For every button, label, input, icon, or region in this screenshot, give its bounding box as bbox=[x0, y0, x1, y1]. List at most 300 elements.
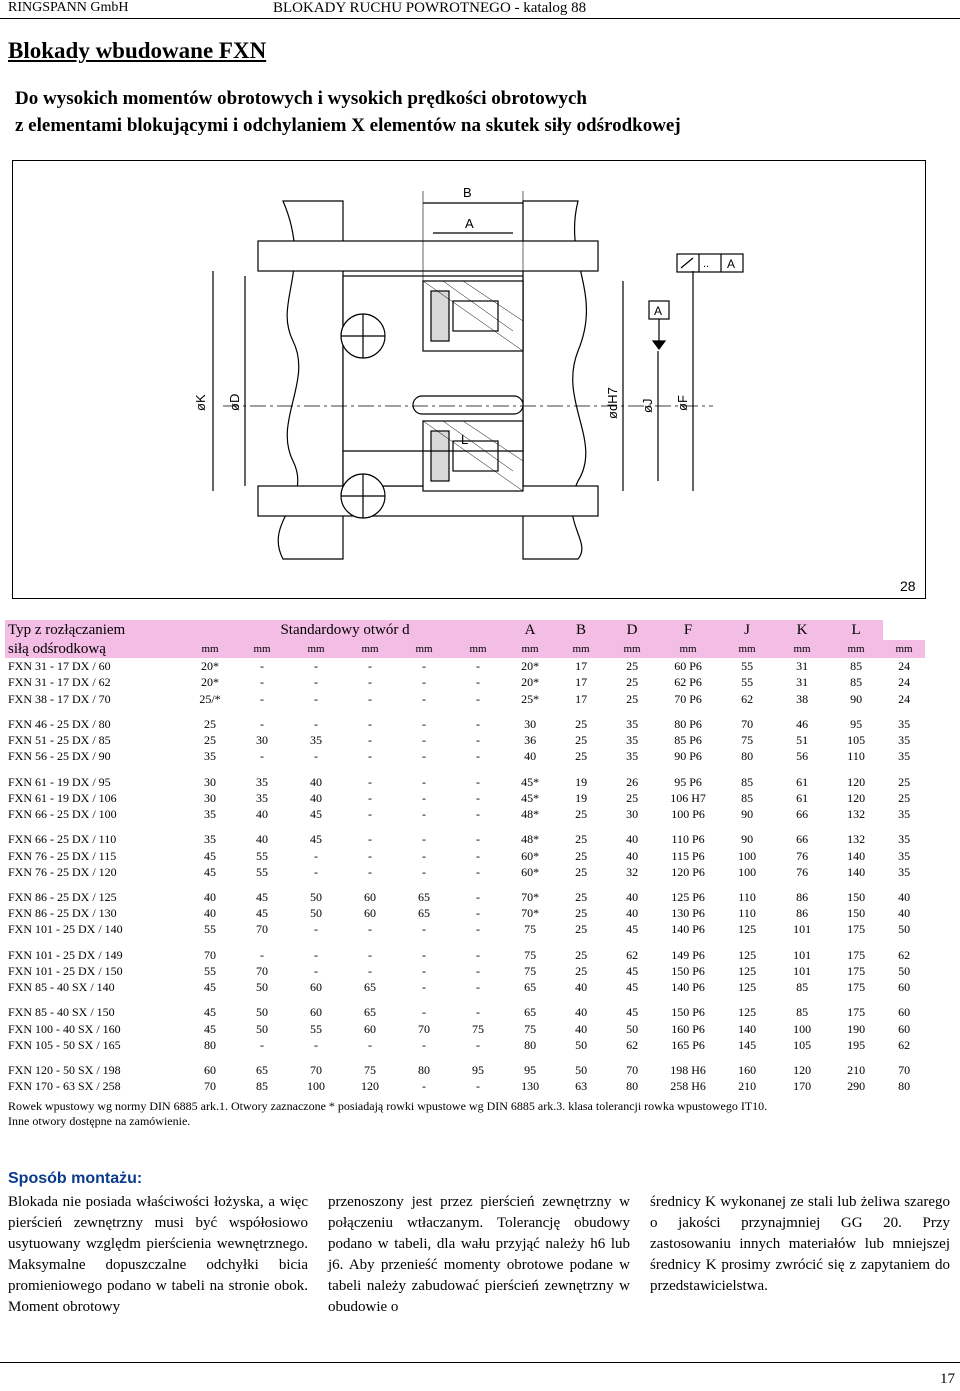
header-standard-bore: Standardowy otwór d bbox=[185, 620, 505, 640]
table-cell: 170 bbox=[793, 1079, 812, 1094]
table-cell: 25 bbox=[575, 749, 588, 764]
subtitle-line-1: Do wysokich momentów obrotowych i wysokich prędkości obrotowych bbox=[15, 88, 587, 109]
table-row bbox=[5, 658, 925, 674]
table-cell: 30 bbox=[524, 716, 537, 731]
table-cell: 35 bbox=[626, 733, 639, 748]
table-cell: 40 bbox=[310, 790, 322, 805]
table-cell: 110 bbox=[738, 889, 756, 904]
table-cell: 25 bbox=[204, 733, 216, 748]
table-cell: 35 bbox=[898, 733, 911, 748]
table-cell: - bbox=[260, 691, 264, 706]
table-cell: 19 bbox=[575, 774, 588, 789]
table-cell: 62 bbox=[898, 947, 911, 962]
table-row bbox=[5, 773, 925, 789]
table-row bbox=[5, 716, 925, 732]
group-spacer bbox=[5, 880, 925, 889]
table-cell: 66 bbox=[796, 832, 809, 847]
table-cell: 45 bbox=[626, 980, 639, 995]
table-cell: 25 bbox=[626, 659, 639, 674]
table-cell: 50 bbox=[575, 1037, 588, 1052]
table-cell: 32 bbox=[626, 864, 639, 879]
table-cell: - bbox=[422, 1037, 426, 1052]
table-cell: 55 bbox=[256, 864, 268, 879]
table-cell: - bbox=[476, 659, 481, 674]
table-cell: 60 bbox=[204, 1062, 216, 1077]
table-cell: 36 bbox=[524, 733, 537, 748]
table-cell: 30 bbox=[204, 774, 216, 789]
unit-cell: mm bbox=[451, 640, 505, 658]
table-cell: - bbox=[314, 848, 318, 863]
table-cell: 50 bbox=[898, 922, 911, 937]
table-cell: 24 bbox=[898, 659, 911, 674]
table-cell: 17 bbox=[575, 691, 588, 706]
table-cell: 60 bbox=[364, 906, 376, 921]
header-col-b: B bbox=[555, 620, 607, 640]
table-cell: 45 bbox=[204, 864, 216, 879]
table-cell: 55 bbox=[204, 963, 216, 978]
row-type-cell: FXN 76 - 25 DX / 115 bbox=[8, 848, 117, 863]
table-cell: 40 bbox=[256, 832, 268, 847]
table-cell: - bbox=[422, 790, 426, 805]
table-cell: - bbox=[476, 947, 481, 962]
table-cell: - bbox=[314, 691, 318, 706]
table-cell: 62 bbox=[898, 1037, 911, 1052]
table-cell: 90 P6 bbox=[674, 749, 702, 764]
group-spacer bbox=[5, 1053, 925, 1062]
table-cell: 38 bbox=[796, 691, 809, 706]
table-cell: 62 bbox=[626, 947, 639, 962]
table-cell: 120 bbox=[847, 790, 866, 805]
table-cell: 132 bbox=[847, 807, 866, 822]
table-cell: 150 bbox=[847, 889, 866, 904]
table-cell: 45 bbox=[204, 1021, 216, 1036]
table-cell: 35 bbox=[204, 749, 216, 764]
table-cell: 40 bbox=[575, 1005, 588, 1020]
table-cell: 35 bbox=[204, 832, 216, 847]
table-cell: 105 bbox=[847, 733, 866, 748]
mounting-text-col-1: Blokada nie posiada właściwości łożyska, a więc pierścień zewnętrzny musi być współosiowo usytuowany względm pierścienia wewnętrznego. Maksymalne dopuszczalne odchyłki bicia promieniowego podano w tabeli na stronie obok. Moment obrotowy bbox=[8, 1194, 308, 1315]
table-cell: 61 bbox=[796, 790, 809, 805]
table-cell: 86 bbox=[796, 889, 809, 904]
group-spacer bbox=[5, 822, 925, 831]
table-cell: - bbox=[260, 749, 264, 764]
table-cell: 45 bbox=[204, 848, 216, 863]
table-cell: 55 bbox=[741, 659, 754, 674]
table-cell: 80 bbox=[418, 1062, 430, 1077]
table-cell: 85 bbox=[741, 774, 754, 789]
svg-text:..: .. bbox=[703, 258, 710, 270]
table-cell: 45* bbox=[521, 790, 540, 805]
table-row bbox=[5, 1037, 925, 1053]
header-type-2: siłą odśrodkową bbox=[5, 640, 185, 658]
table-cell: - bbox=[260, 947, 264, 962]
table-cell: 55 bbox=[204, 922, 216, 937]
table-cell: 85 bbox=[796, 980, 809, 995]
table-cell: 125 bbox=[738, 963, 757, 978]
group-spacer bbox=[5, 765, 925, 774]
unit-cell: mm bbox=[397, 640, 451, 658]
table-cell: 40 bbox=[898, 889, 911, 904]
table-cell: 150 P6 bbox=[671, 963, 705, 978]
row-type-cell: FXN 170 - 63 SX / 258 bbox=[8, 1079, 121, 1094]
table-cell: - bbox=[476, 1079, 481, 1094]
table-cell: 65 bbox=[364, 1005, 376, 1020]
table-cell: - bbox=[476, 963, 481, 978]
table-cell: 25 bbox=[575, 889, 588, 904]
table-footnote bbox=[8, 1099, 933, 1129]
table-cell: - bbox=[314, 716, 318, 731]
table-row bbox=[5, 847, 925, 863]
table-cell: 45 bbox=[204, 1005, 216, 1020]
table-cell: 258 H6 bbox=[670, 1079, 706, 1094]
table-cell: - bbox=[368, 1037, 372, 1052]
table-cell: - bbox=[260, 716, 264, 731]
table-cell: 150 bbox=[847, 906, 866, 921]
row-type-cell: FXN 66 - 25 DX / 100 bbox=[8, 807, 117, 822]
table-cell: 56 bbox=[796, 749, 809, 764]
table-cell: 95 bbox=[472, 1062, 485, 1077]
table-cell: 50 bbox=[626, 1021, 639, 1036]
table-cell: 48* bbox=[521, 832, 540, 847]
table-cell: 20* bbox=[201, 659, 219, 674]
table-cell: 25 bbox=[626, 691, 639, 706]
table-cell: 85 P6 bbox=[674, 733, 702, 748]
table-cell: 55 bbox=[741, 675, 754, 690]
table-cell: 120 bbox=[847, 774, 866, 789]
table-cell: 35 bbox=[310, 733, 322, 748]
table-cell: 17 bbox=[575, 659, 588, 674]
table-cell: 40 bbox=[898, 906, 911, 921]
table-cell: 210 bbox=[847, 1062, 866, 1077]
table-cell: - bbox=[422, 947, 426, 962]
table-cell: 75 bbox=[472, 1021, 485, 1036]
table-cell: 60* bbox=[521, 864, 540, 879]
table-cell: - bbox=[368, 691, 372, 706]
label-b: B bbox=[463, 185, 472, 200]
table-cell: - bbox=[368, 774, 372, 789]
table-cell: 50 bbox=[256, 1005, 268, 1020]
table-cell: 175 bbox=[847, 963, 866, 978]
header-rule bbox=[0, 18, 960, 19]
table-cell: 48* bbox=[521, 807, 540, 822]
figure-number: 28 bbox=[900, 578, 916, 594]
table-cell: 90 bbox=[741, 832, 754, 847]
table-cell: 85 bbox=[796, 1005, 809, 1020]
table-cell: 75 bbox=[364, 1062, 376, 1077]
table-cell: 95 bbox=[850, 716, 863, 731]
row-type-cell: FXN 51 - 25 DX / 85 bbox=[8, 733, 111, 748]
table-cell: 86 bbox=[796, 906, 809, 921]
table-cell: 45 bbox=[204, 980, 216, 995]
table-cell: 100 bbox=[307, 1079, 325, 1094]
table-cell: 25 bbox=[626, 675, 639, 690]
unit-cell: mm bbox=[719, 640, 775, 658]
table-cell: 290 bbox=[847, 1079, 866, 1094]
table-cell: 85 bbox=[850, 659, 863, 674]
row-type-cell: FXN 61 - 19 DX / 95 bbox=[8, 774, 111, 789]
table-cell: 60 bbox=[898, 1005, 911, 1020]
table-cell: 40 bbox=[626, 906, 639, 921]
table-cell: 35 bbox=[626, 716, 639, 731]
housing-top bbox=[258, 241, 598, 271]
table-cell: 40 bbox=[626, 889, 639, 904]
table-cell: 125 bbox=[738, 1005, 757, 1020]
group-spacer bbox=[5, 707, 925, 716]
table-cell: 195 bbox=[847, 1037, 866, 1052]
table-cell: 24 bbox=[898, 675, 911, 690]
label-a: A bbox=[465, 216, 474, 231]
table-cell: 30 bbox=[204, 790, 216, 805]
table-cell: 90 bbox=[741, 807, 754, 822]
table-cell: 75 bbox=[524, 963, 537, 978]
row-type-cell: FXN 85 - 40 SX / 140 bbox=[8, 980, 115, 995]
table-cell: - bbox=[368, 922, 372, 937]
table-cell: - bbox=[476, 675, 481, 690]
table-cell: 130 bbox=[521, 1079, 540, 1094]
table-cell: 25 bbox=[575, 848, 588, 863]
table-cell: - bbox=[422, 774, 426, 789]
table-cell: - bbox=[476, 889, 481, 904]
table-cell: - bbox=[314, 947, 318, 962]
table-cell: - bbox=[422, 980, 426, 995]
table-cell: - bbox=[422, 807, 426, 822]
table-cell: 25 bbox=[575, 922, 588, 937]
table-cell: 120 P6 bbox=[671, 864, 705, 879]
table-cell: 25 bbox=[575, 716, 588, 731]
table-cell: 25 bbox=[575, 947, 588, 962]
header-col-l: L bbox=[829, 620, 883, 640]
table-cell: 40 bbox=[626, 848, 639, 863]
table-cell: 70 bbox=[898, 1062, 911, 1077]
table-cell: 20* bbox=[521, 659, 540, 674]
table-cell: 80 bbox=[626, 1079, 639, 1094]
table-cell: - bbox=[476, 733, 481, 748]
table-cell: 25 bbox=[575, 832, 588, 847]
table-cell: 175 bbox=[847, 947, 866, 962]
unit-cell: mm bbox=[185, 640, 235, 658]
table-cell: 70 bbox=[204, 1079, 216, 1094]
table-cell: 110 P6 bbox=[671, 832, 705, 847]
table-cell: - bbox=[422, 749, 426, 764]
table-cell: 31 bbox=[796, 675, 809, 690]
table-cell: - bbox=[422, 922, 426, 937]
table-header-row-1 bbox=[5, 620, 925, 640]
table-cell: - bbox=[368, 947, 372, 962]
group-spacer bbox=[5, 995, 925, 1004]
table-cell: 60* bbox=[521, 848, 540, 863]
svg-text:A: A bbox=[654, 304, 663, 318]
table-cell: 25 bbox=[575, 906, 588, 921]
table-cell: 55 bbox=[310, 1021, 322, 1036]
unit-cell: mm bbox=[657, 640, 719, 658]
catalog-title: BLOKADY RUCHU POWROTNEGO - katalog 88 bbox=[273, 0, 587, 16]
table-cell: 101 bbox=[793, 963, 812, 978]
table-cell: - bbox=[422, 1005, 426, 1020]
table-cell: 175 bbox=[847, 1005, 866, 1020]
table-cell: 125 bbox=[738, 947, 757, 962]
table-cell: 60 bbox=[310, 1005, 322, 1020]
mounting-title: Sposób montażu: bbox=[8, 1170, 143, 1187]
table-cell: 25 bbox=[204, 716, 216, 731]
table-cell: 51 bbox=[796, 733, 809, 748]
page-number: 17 bbox=[940, 1371, 955, 1387]
table-cell: 125 P6 bbox=[671, 889, 705, 904]
table-cell: - bbox=[476, 691, 481, 706]
table-cell: 31 bbox=[796, 659, 809, 674]
table-cell: 45 bbox=[256, 906, 268, 921]
freewheel-section-top bbox=[423, 281, 523, 351]
table-cell: 60 bbox=[364, 1021, 376, 1036]
table-cell: 26 bbox=[626, 774, 639, 789]
bolt-bottom bbox=[341, 474, 385, 518]
table-cell: 25 bbox=[575, 807, 588, 822]
unit-cell: mm bbox=[607, 640, 657, 658]
table-cell: - bbox=[368, 848, 372, 863]
header-col-j: J bbox=[719, 620, 775, 640]
table-row bbox=[5, 905, 925, 921]
table-row bbox=[5, 806, 925, 822]
table-cell: 101 bbox=[793, 922, 812, 937]
table-cell: - bbox=[476, 716, 481, 731]
table-cell: 25 bbox=[898, 790, 911, 805]
table-cell: - bbox=[368, 716, 372, 731]
table-cell: 50 bbox=[310, 889, 322, 904]
row-type-cell: FXN 76 - 25 DX / 120 bbox=[8, 864, 117, 879]
company-name: RINGSPANN GmbH bbox=[8, 0, 129, 15]
row-type-cell: FXN 61 - 19 DX / 106 bbox=[8, 790, 117, 805]
table-cell: 35 bbox=[256, 774, 268, 789]
table-cell: - bbox=[260, 675, 264, 690]
table-cell: 40 bbox=[575, 1021, 588, 1036]
table-cell: 65 bbox=[418, 889, 430, 904]
header-col-d: D bbox=[607, 620, 657, 640]
table-row bbox=[5, 732, 925, 748]
table-cell: - bbox=[314, 1037, 318, 1052]
table-cell: - bbox=[476, 1037, 481, 1052]
table-cell: 75 bbox=[524, 922, 537, 937]
table-cell: - bbox=[368, 659, 372, 674]
table-cell: 149 P6 bbox=[671, 947, 705, 962]
mounting-text-col-2: przenoszony jest przez pierścień zewnętrzny w połączeniu wtłaczanym. Tolerancję obudowy podano w tabeli, dla wału przyjąć należy h6 lub j6. Aby przenieść momenty obrotowe podane w tabeli należy zabudować pierścień zewnętrzny w obudowie o bbox=[328, 1194, 630, 1315]
unit-cell: mm bbox=[289, 640, 343, 658]
table-cell: - bbox=[422, 675, 426, 690]
table-cell: 70 bbox=[256, 963, 268, 978]
group-spacer bbox=[5, 938, 925, 947]
table-cell: 70 bbox=[626, 1062, 639, 1077]
page-title: Blokady wbudowane FXN bbox=[8, 38, 267, 63]
table-cell: 50 bbox=[256, 980, 268, 995]
unit-cell: mm bbox=[775, 640, 829, 658]
table-cell: 125 bbox=[738, 980, 757, 995]
table-cell: - bbox=[476, 980, 481, 995]
table-cell: 140 P6 bbox=[671, 980, 705, 995]
table-cell: 40 bbox=[204, 906, 216, 921]
table-cell: 25 bbox=[575, 963, 588, 978]
table-cell: 80 P6 bbox=[674, 716, 702, 731]
table-cell: 105 bbox=[793, 1037, 812, 1052]
label-d: øD bbox=[227, 393, 242, 411]
table-cell: 106 H7 bbox=[670, 790, 706, 805]
table-cell: 140 bbox=[738, 1021, 757, 1036]
table-cell: 165 P6 bbox=[671, 1037, 705, 1052]
table-cell: 40 bbox=[310, 774, 322, 789]
table-cell: 55 bbox=[256, 848, 268, 863]
row-type-cell: FXN 66 - 25 DX / 110 bbox=[8, 832, 117, 847]
table-cell: 45 bbox=[626, 922, 639, 937]
table-cell: 25* bbox=[521, 691, 540, 706]
dimension-table bbox=[5, 620, 925, 1094]
freewheel-section-bottom bbox=[423, 421, 523, 491]
header-col-k: K bbox=[775, 620, 829, 640]
technical-drawing bbox=[12, 160, 926, 599]
table-cell: 50 bbox=[575, 1062, 588, 1077]
table-cell: - bbox=[422, 832, 426, 847]
table-cell: 145 bbox=[738, 1037, 757, 1052]
table-cell: 35 bbox=[256, 790, 268, 805]
table-cell: 75 bbox=[524, 1021, 537, 1036]
subtitle-line-2: z elementami blokującymi i odchylaniem X elementów na skutek siły odśrodkowej bbox=[15, 115, 681, 136]
table-cell: - bbox=[314, 749, 318, 764]
table-cell: 76 bbox=[796, 848, 809, 863]
row-type-cell: FXN 86 - 25 DX / 130 bbox=[8, 906, 117, 921]
row-type-cell: FXN 120 - 50 SX / 198 bbox=[8, 1062, 121, 1077]
table-cell: 70* bbox=[521, 906, 540, 921]
table-cell: - bbox=[368, 832, 372, 847]
table-cell: 120 bbox=[793, 1062, 812, 1077]
row-type-cell: FXN 100 - 40 SX / 160 bbox=[8, 1021, 121, 1036]
footer-rule bbox=[0, 1362, 960, 1363]
table-cell: 70* bbox=[521, 889, 540, 904]
table-cell: 60 bbox=[364, 889, 376, 904]
unit-cell: mm bbox=[883, 640, 925, 658]
table-row bbox=[5, 831, 925, 847]
keyway bbox=[413, 396, 523, 414]
table-cell: 150 P6 bbox=[671, 1005, 705, 1020]
table-row bbox=[5, 963, 925, 979]
table-cell: - bbox=[422, 659, 426, 674]
table-cell: 120 bbox=[361, 1079, 379, 1094]
table-cell: 70 bbox=[310, 1062, 322, 1077]
table-cell: 70 bbox=[204, 947, 216, 962]
table-cell: 65 bbox=[524, 980, 537, 995]
table-cell: 19 bbox=[575, 790, 588, 805]
table-cell: 62 bbox=[741, 691, 754, 706]
table-cell: 132 bbox=[847, 832, 866, 847]
table-cell: - bbox=[260, 1037, 264, 1052]
table-cell: - bbox=[422, 963, 426, 978]
unit-cell: mm bbox=[829, 640, 883, 658]
table-cell: 75 bbox=[524, 947, 537, 962]
label-j: øJ bbox=[640, 398, 655, 413]
row-type-cell: FXN 31 - 17 DX / 62 bbox=[8, 675, 111, 690]
table-cell: 160 P6 bbox=[671, 1021, 705, 1036]
table-cell: 45 bbox=[256, 889, 268, 904]
table-cell: - bbox=[314, 963, 318, 978]
table-cell: 100 bbox=[793, 1021, 812, 1036]
table-cell: - bbox=[314, 675, 318, 690]
table-cell: - bbox=[476, 749, 481, 764]
row-type-cell: FXN 46 - 25 DX / 80 bbox=[8, 716, 111, 731]
table-cell: 35 bbox=[898, 807, 911, 822]
table-cell: 60 bbox=[898, 1021, 911, 1036]
table-cell: 75 bbox=[741, 733, 754, 748]
table-cell: 20* bbox=[521, 675, 540, 690]
mounting-text-col-3: średnicy K wykonanej ze stali lub żeliwa szarego o jakości przynajmniej GG 20. Przy zastosowaniu innych materiałów lub mniejszej średnicy K prosimy zwrócić się z zapytaniem do przedstawicielstwa. bbox=[650, 1194, 950, 1294]
footnote-line-2: Inne otwory dostępne na zamówienie. bbox=[8, 1114, 191, 1128]
table-cell: - bbox=[368, 675, 372, 690]
table-row bbox=[5, 674, 925, 690]
row-type-cell: FXN 101 - 25 DX / 149 bbox=[8, 947, 123, 962]
